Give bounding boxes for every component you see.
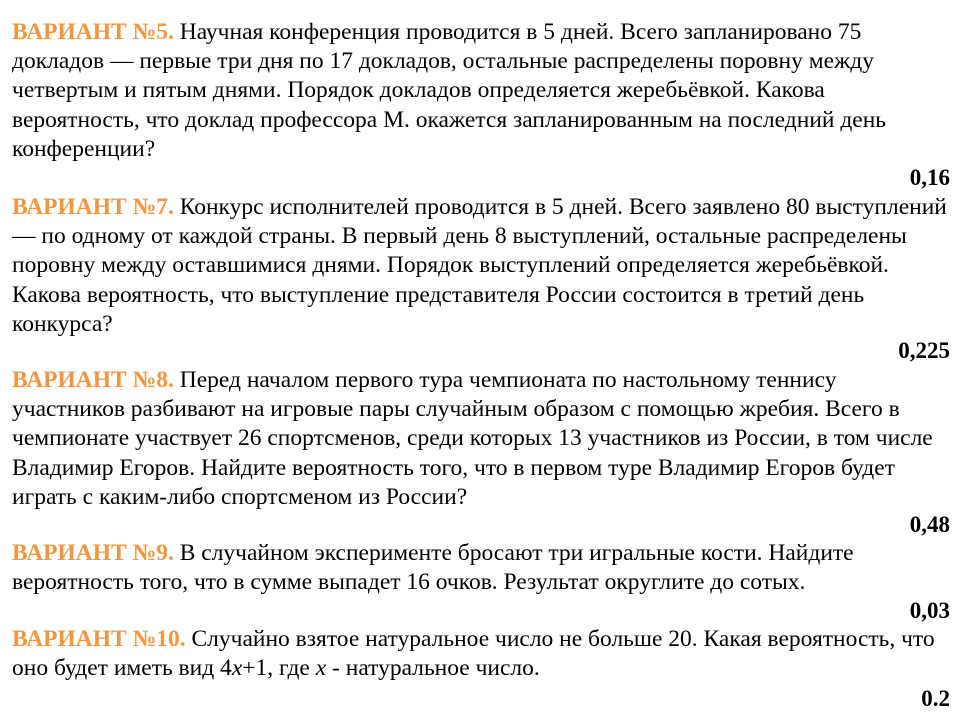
answer-variant-10: 0.2 — [921, 686, 950, 711]
variable-x: x — [315, 655, 327, 682]
variant-label: ВАРИАНТ №10. — [12, 626, 186, 652]
variant-label: ВАРИАНТ №8. — [12, 367, 174, 393]
problem-text — [12, 625, 948, 683]
problem-body: +1, где — [242, 655, 316, 682]
variant-label: ВАРИАНТ №7. — [12, 194, 174, 220]
variant-label: ВАРИАНТ №5. — [12, 19, 174, 45]
problem-text — [12, 539, 948, 597]
problem-variant-7 — [12, 193, 948, 339]
problem-body: Перед началом первого тура чемпионата по настольному теннису участников разбивают на игровые пары случайным образом с помощью жребия. Всего в чемпионате участвует 26 спортсменов, среди которых 13 участников из России, в том числе Владимир Егоров. Найдите вероятность того, что в первом туре Владимир Егоров будет играть с каким-либо спортсменом из России? — [12, 367, 933, 510]
problem-body: - натуральное число. — [326, 655, 540, 682]
answer-variant-8: 0,48 — [909, 512, 950, 537]
problem-body: В случайном эксперименте бросают три игральные кости. Найдите вероятность того, что в сумме выпадет 16 очков. Результат округлите до сотых. — [12, 540, 854, 596]
answer-variant-9: 0,03 — [909, 598, 950, 623]
variable-x: x — [231, 655, 243, 682]
problem-text — [12, 366, 948, 512]
problem-variant-9 — [12, 539, 948, 597]
problem-variant-10 — [12, 625, 948, 683]
problem-text — [12, 18, 948, 164]
problem-body: Научная конференция проводится в 5 дней. Всего запланировано 75 докладов — первые три дня по 17 докладов, остальные распределены поровну между четвертым и пятым днями. Порядок докладов определяется жеребьёвкой. Какова вероятность, что доклад профессора М. окажется запланированным на последний день конференции? — [12, 19, 887, 162]
variant-label: ВАРИАНТ №9. — [12, 540, 174, 566]
problem-body: Случайно взятое натуральное число не больше 20. Какая вероятность, что оно будет иметь вид 4 — [12, 626, 935, 682]
problem-variant-8 — [12, 366, 948, 512]
problem-body: Конкурс исполнителей проводится в 5 дней. Всего заявлено 80 выступлений — по одному от каждой страны. В первый день 8 выступлений, остальные распределены поровну между оставшимися днями. Порядок выступлений определяется жеребьёвкой. Какова вероятность, что выступление представителя России состоится в третий день конкурса? — [12, 194, 947, 337]
answer-variant-5: 0,16 — [909, 165, 950, 190]
problem-variant-5 — [12, 18, 948, 164]
answer-variant-7: 0,225 — [898, 338, 950, 363]
problem-text — [12, 193, 948, 339]
